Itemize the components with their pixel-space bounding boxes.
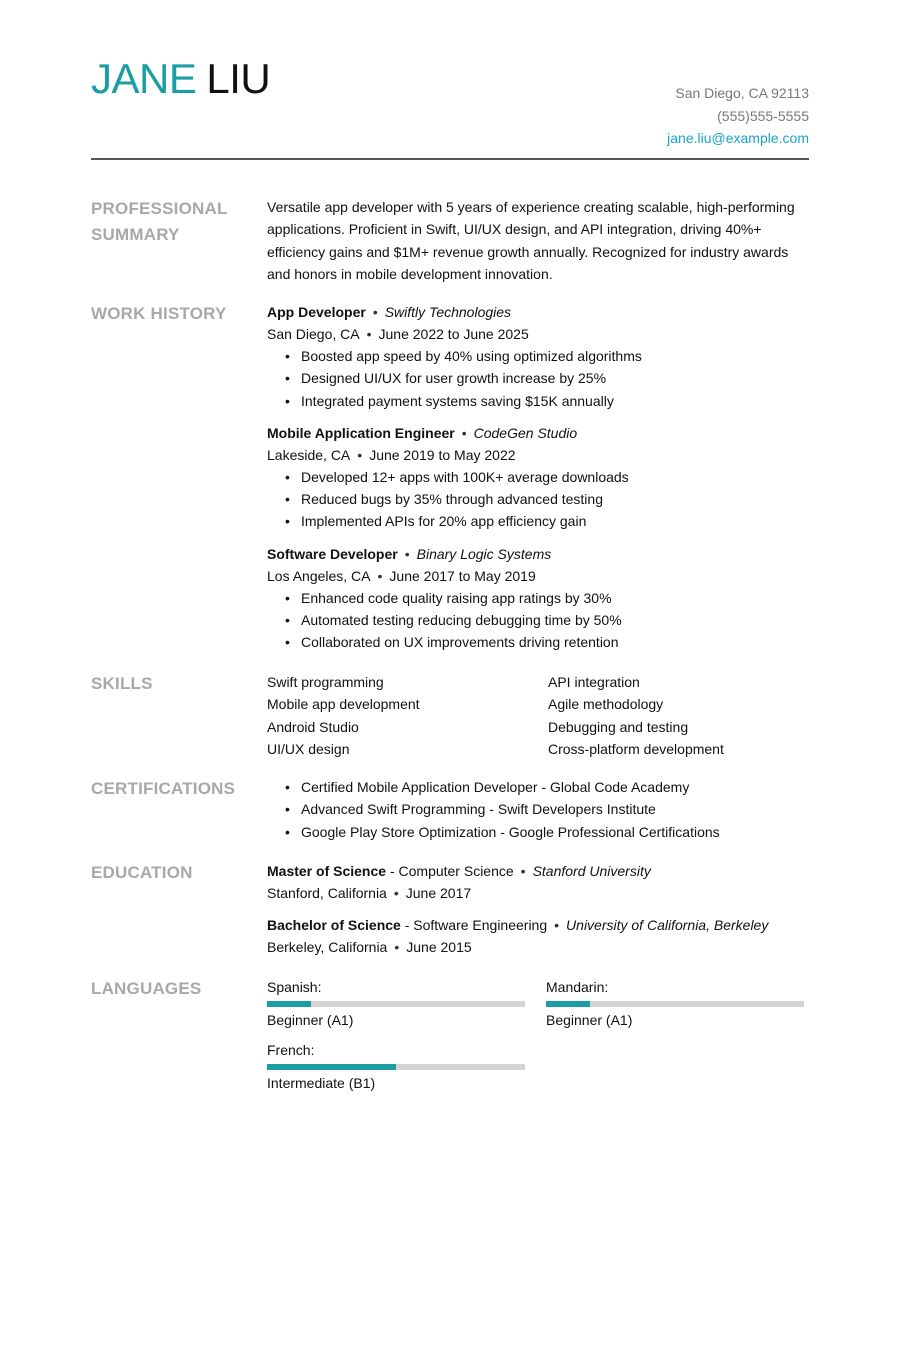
certification-item: • Certified Mobile Application Developer - Global Code Academy	[301, 776, 807, 798]
language-name: Mandarin:	[546, 979, 609, 995]
separator-dot: •	[377, 567, 383, 584]
header-divider	[91, 158, 809, 160]
job-location: San Diego, CA	[267, 326, 360, 342]
job-header	[267, 543, 807, 565]
work-history-heading: WORK HISTORY	[91, 304, 227, 323]
job-bullets	[267, 587, 807, 654]
language-entry	[267, 1039, 525, 1094]
job-title: App Developer	[267, 304, 366, 320]
languages-body	[267, 976, 807, 1094]
languages-heading: LANGUAGES	[91, 979, 202, 998]
separator-dot: •	[393, 885, 399, 901]
skill-item: UI/UX design	[267, 740, 350, 757]
school: Stanford University	[532, 863, 651, 879]
job-meta	[267, 323, 807, 345]
resume-header	[91, 55, 809, 146]
job-location: Los Angeles, CA	[267, 567, 371, 584]
language-level: Beginner (A1)	[267, 1012, 354, 1028]
job-dates: June 2017 to May 2019	[389, 567, 536, 584]
field-of-study: - Computer Science	[386, 863, 514, 879]
job-bullets	[267, 345, 807, 412]
job-bullet: • Reduced bugs by 35% through advanced testing	[301, 488, 807, 510]
school: University of California, Berkeley	[566, 917, 769, 933]
skill-item: Swift programming	[267, 674, 384, 690]
summary-heading-line2: SUMMARY	[91, 225, 180, 244]
skills-grid	[267, 671, 807, 760]
education-body	[267, 860, 807, 968]
email-link[interactable]: jane.liu@example.com	[667, 130, 809, 146]
graduation-date: June 2015	[406, 939, 472, 955]
summary-heading	[91, 196, 241, 248]
skill-item: Android Studio	[267, 718, 359, 735]
education-entry	[267, 860, 807, 904]
language-level: Intermediate (B1)	[267, 1075, 376, 1091]
job-header	[267, 422, 807, 444]
skill-item: Cross-platform development	[548, 740, 724, 757]
employer: Binary Logic Systems	[416, 545, 552, 562]
degree: Master of Science	[267, 863, 387, 879]
language-level: Beginner (A1)	[546, 1012, 633, 1028]
job-bullet: • Designed UI/UX for user growth increase by 25%	[301, 367, 807, 389]
separator-dot: •	[394, 939, 400, 955]
degree: Bachelor of Science	[267, 917, 401, 933]
job-bullet: • Developed 12+ apps with 100K+ average downloads	[301, 466, 807, 488]
education-entry	[267, 914, 807, 958]
proficiency-bar	[267, 1001, 525, 1007]
job-dates: June 2022 to June 2025	[378, 326, 529, 342]
proficiency-fill	[546, 1001, 590, 1007]
skills-body	[267, 671, 807, 760]
job-bullets	[267, 466, 807, 533]
separator-dot: •	[554, 917, 560, 933]
degree-line	[267, 860, 807, 882]
skills-heading: SKILLS	[91, 674, 153, 693]
summary-body	[267, 196, 807, 285]
separator-dot: •	[372, 304, 378, 320]
job-bullet: • Collaborated on UX improvements driving retention	[301, 631, 807, 653]
separator-dot: •	[461, 424, 467, 441]
job-bullet: • Implemented APIs for 20% app efficiency gain	[301, 510, 807, 532]
contact-block	[667, 82, 809, 150]
separator-dot: •	[357, 446, 363, 463]
job-entry	[267, 301, 807, 412]
separator-dot: •	[404, 545, 410, 562]
job-meta	[267, 565, 807, 587]
phone: (555)555-5555	[717, 107, 809, 124]
job-dates: June 2019 to May 2022	[369, 446, 516, 463]
last-name: LIU	[206, 55, 271, 102]
education-meta	[267, 882, 807, 904]
certifications-body	[267, 776, 807, 843]
summary-heading-line1: PROFESSIONAL	[91, 199, 228, 218]
certifications-heading: CERTIFICATIONS	[91, 779, 236, 798]
degree-line	[267, 914, 807, 936]
certification-item: • Google Play Store Optimization - Google Professional Certifications	[301, 821, 807, 843]
education-meta	[267, 936, 807, 958]
job-entry	[267, 422, 807, 533]
job-bullet: • Enhanced code quality raising app ratings by 30%	[301, 587, 807, 609]
language-entry	[267, 976, 525, 1031]
separator-dot: •	[366, 326, 372, 342]
language-name: French:	[267, 1042, 315, 1058]
job-title: Mobile Application Engineer	[267, 424, 455, 441]
certification-list	[267, 776, 807, 843]
separator-dot: •	[520, 863, 526, 879]
skill-item: Mobile app development	[267, 696, 420, 713]
job-meta	[267, 444, 807, 466]
education-heading: EDUCATION	[91, 863, 193, 882]
employer: CodeGen Studio	[473, 424, 578, 441]
job-bullet: • Automated testing reducing debugging time by 50%	[301, 609, 807, 631]
proficiency-bar	[546, 1001, 804, 1007]
job-header	[267, 301, 807, 323]
summary-text: Versatile app developer with 5 years of experience creating scalable, high-performing applications. Proficient in Swift, UI/UX design, and API integration, driving 40%+ efficiency gains and $1M+ revenue growth annually. Recognized for industry awards and honors in mobile development innovation.	[267, 199, 795, 282]
language-name: Spanish:	[267, 979, 322, 995]
skill-item: Agile methodology	[548, 696, 664, 713]
languages-grid	[267, 976, 807, 1094]
school-location: Stanford, California	[267, 885, 387, 901]
graduation-date: June 2017	[405, 885, 472, 901]
skill-item: Debugging and testing	[548, 718, 689, 735]
school-location: Berkeley, California	[267, 939, 388, 955]
job-bullet: • Boosted app speed by 40% using optimized algorithms	[301, 345, 807, 367]
certification-item: • Advanced Swift Programming - Swift Developers Institute	[301, 798, 807, 820]
job-location: Lakeside, CA	[267, 446, 351, 463]
skill-item: API integration	[548, 674, 640, 690]
job-bullet: • Integrated payment systems saving $15K annually	[301, 390, 807, 412]
first-name: JANE	[91, 55, 197, 102]
work-history-body	[267, 301, 807, 664]
job-entry	[267, 543, 807, 654]
proficiency-fill	[267, 1064, 396, 1070]
proficiency-bar	[267, 1064, 525, 1070]
field-of-study: - Software Engineering	[400, 917, 548, 933]
employer: Swiftly Technologies	[384, 304, 512, 320]
job-title: Software Developer	[267, 545, 398, 562]
proficiency-fill	[267, 1001, 311, 1007]
language-entry	[546, 976, 804, 1031]
address: San Diego, CA 92113	[675, 85, 809, 101]
